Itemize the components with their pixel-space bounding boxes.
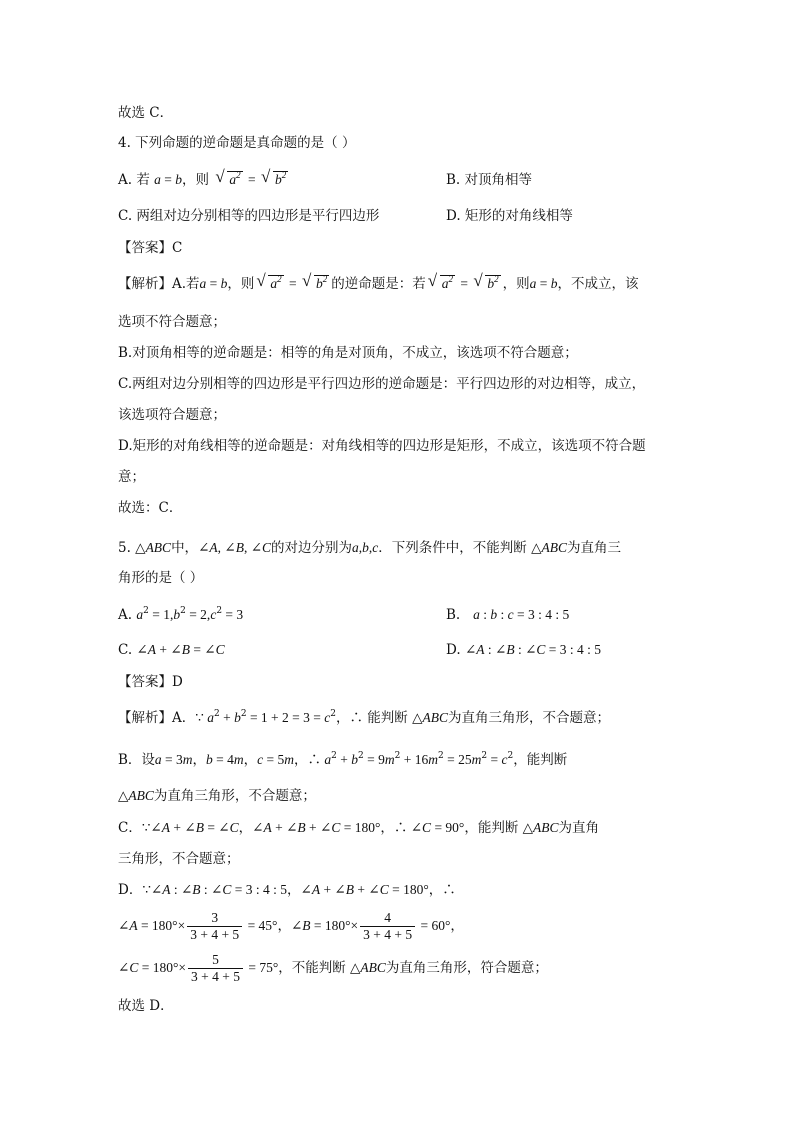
q4-option-a: A. 若 a = b，则 √ $a^2$ = √ $b^2$ (118, 170, 290, 190)
text-line: △ABC为直角三角形，不合题意； (118, 788, 316, 804)
text-line: 选项不符合题意； (118, 314, 226, 330)
q5-option-d: D. ∠A : ∠B : ∠C = 3 : 4 : 5 (446, 642, 602, 658)
text-line: 该选项符合题意； (118, 407, 226, 423)
text-line: 故选 C． (118, 105, 174, 121)
q4-option-b: B. 对顶角相等 (446, 172, 533, 188)
text-line: D.矩形的对角线相等的逆命题是：对角线相等的四边形是矩形，不成立，该选项不符合题 (118, 438, 646, 454)
text-line: 三角形，不合题意； (118, 851, 240, 867)
text-line: D．∵∠A : ∠B : ∠C = 3 : 4 : 5，∠A + ∠B + ∠C = 180°，∴ (118, 882, 456, 898)
text-line: 角形的是（ ） (118, 570, 204, 586)
text-line: C.两组对边分别相等的四边形是平行四边形的逆命题是：平行四边形的对边相等，成立， (118, 376, 646, 392)
q5-option-b: B. a : b : c = 3 : 4 : 5 (446, 607, 570, 623)
text-line: ∠C = 180°× $\frac{5}{3 + 4 + 5}$ = 75°，不能判断 △ABC为直角三角形，符合题意； (118, 952, 548, 984)
text-line: B.对顶角相等的逆命题是：相等的角是对顶角，不成立，该选项不符合题意； (118, 345, 578, 361)
q4-option-c: C. 两组对边分别相等的四边形是平行四边形 (118, 208, 380, 224)
q5-option-a: A. $a^2 = 1,b^2 = 2,c^2 = 3$ (118, 606, 244, 623)
question-4-stem: 4. 下列命题的逆命题是真命题的是（ ） (118, 135, 356, 151)
text-line: ∠A = 180°× $\frac{3}{3 + 4 + 5}$ = 45°，∠B = 180°× $\frac{4}{3 + 4 + 5}$ = 60°， (118, 910, 464, 942)
text-line: B．设a = 3m，b = 4m，c = 5m，∴ $a^2 + b^2 = 9m^2 + 16m^2 = 25m^2 = c^2$，能判断 (118, 751, 568, 768)
q4-option-d: D. 矩形的对角线相等 (446, 208, 573, 224)
text-line: 故选：C． (118, 500, 183, 516)
q5-option-c: C. ∠A + ∠B = ∠C (118, 642, 225, 658)
q4-answer: 【答案】C (118, 240, 183, 256)
q5-explanation: 【解析】A．∵ $a^2 + b^2 = 1 + 2 = 3 = c^2$，∴ 能判断 △ABC为直角三角形，不合题意； (118, 709, 610, 726)
question-5-stem: 5. △ABC中，∠A, ∠B, ∠C的对边分别为a,b,c．下列条件中，不能判断 △ABC为直角三 (118, 540, 621, 556)
text-line: 故选 D． (118, 998, 174, 1014)
text-line: 意； (118, 469, 145, 485)
text-line: C．∵∠A + ∠B = ∠C，∠A + ∠B + ∠C = 180°，∴ ∠C = 90°，能判断 △ABC为直角 (118, 820, 600, 836)
q5-answer: 【答案】D (118, 674, 183, 690)
q4-explanation: 【解析】A.若a = b，则√ $a^2$ = √ $b^2$ 的逆命题是：若√ $a^2$ = √ $b^2$ ，则a = b，不成立，该 (118, 274, 639, 294)
